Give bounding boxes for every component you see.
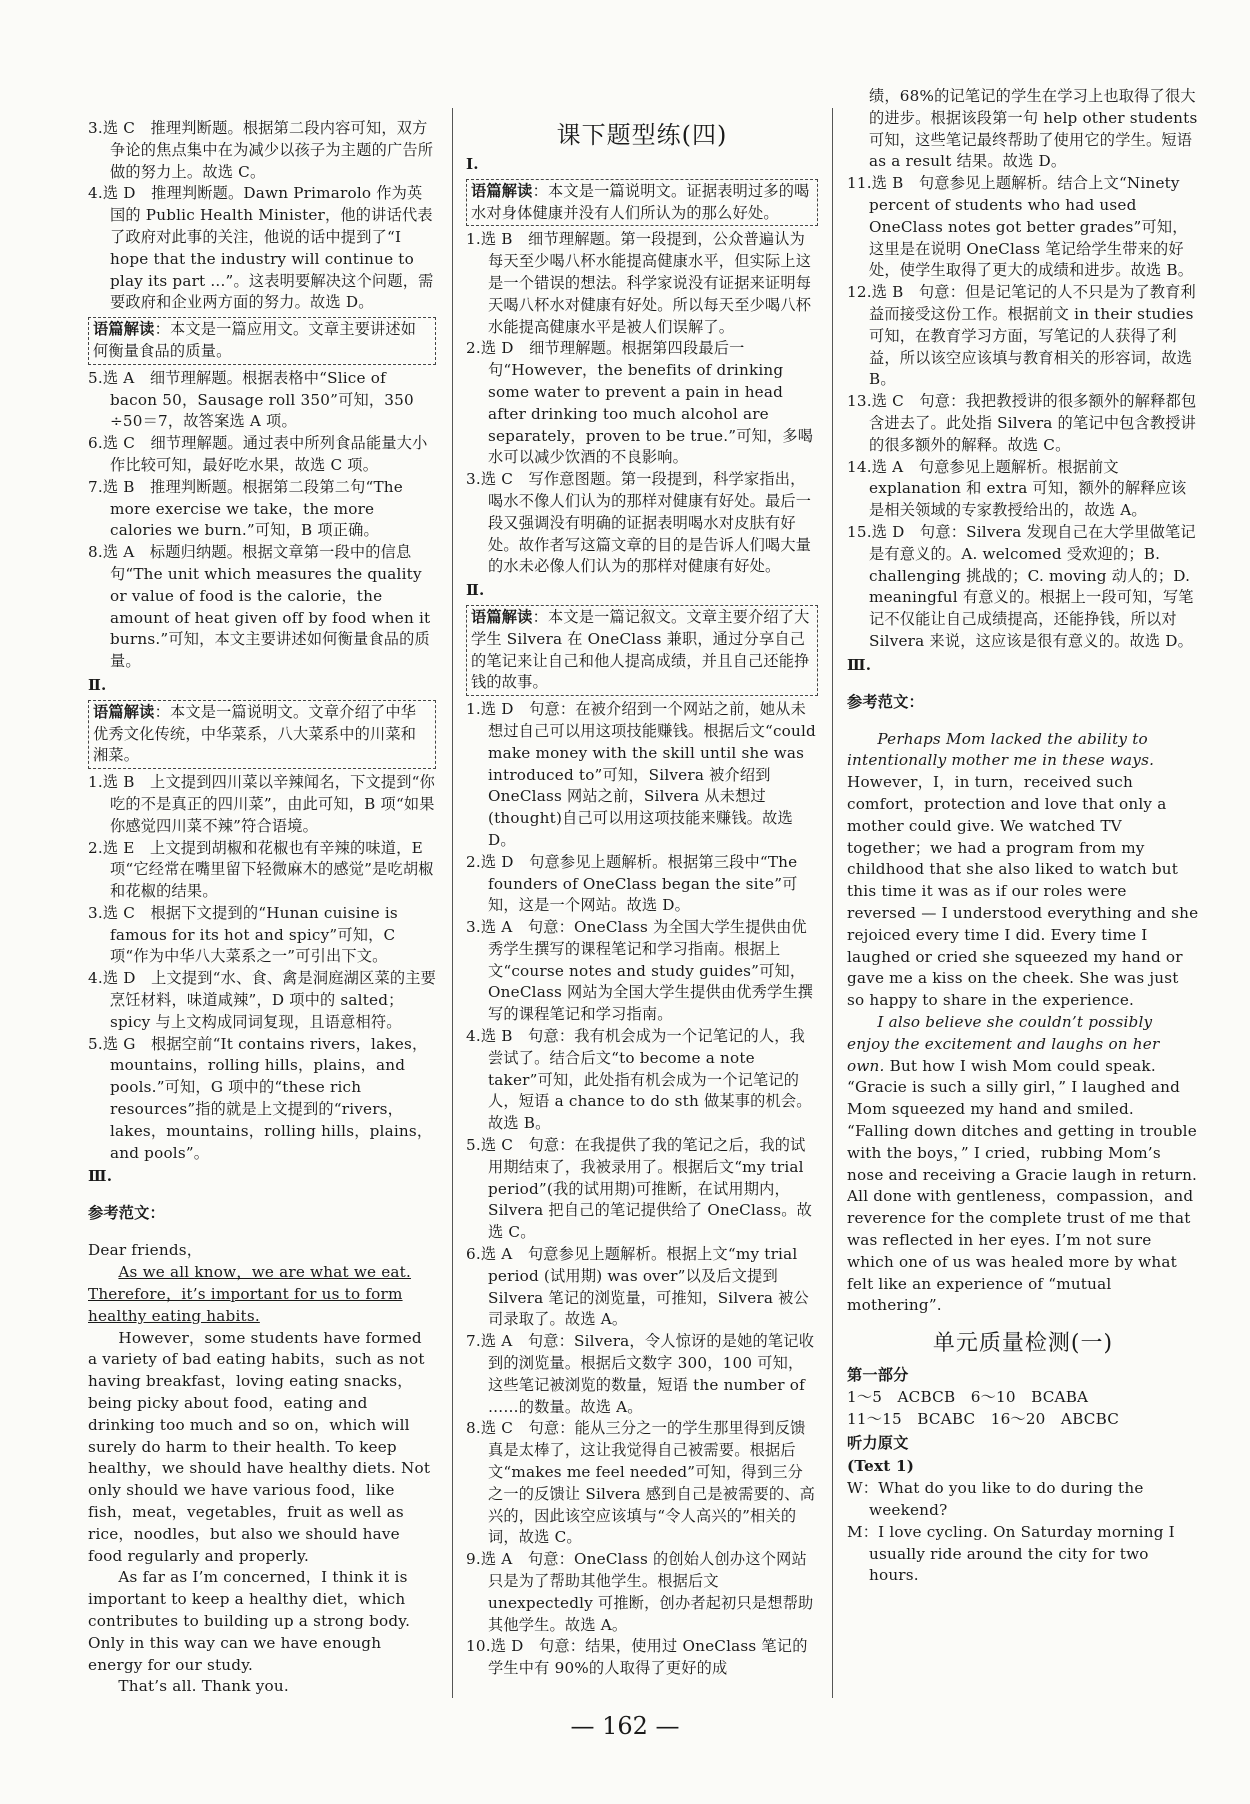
part-heading: 第一部分: [847, 1366, 909, 1385]
answer-key-line: 1～5 ACBCB 6～10 BCABA: [847, 1388, 1089, 1406]
letter-paragraph: [88, 1262, 436, 1327]
essay-paragraph: [847, 729, 1199, 1012]
underlined-sentence: Therefore，it’s important for us to form healthy eating habits.: [88, 1285, 403, 1325]
answer-item: 3.选 C 推理判断题。根据第二段内容可知，双方争论的焦点集中在为减少以孩子为主题的广告所做的努力上。故选 C。: [88, 119, 434, 181]
answer-key-line: 11～15 BCABC 16～20 ABCBC: [847, 1409, 1120, 1428]
answer-item: 4.选 D 上文提到“水、食、禽是洞庭湖区菜的主要烹饪材料，味道咸辣”，D 项中的 salted；spicy 与上文构成同词复现，且语意相符。: [88, 969, 437, 1031]
answer-item: 2.选 D 细节理解题。根据第四段最后一句“However，the benefits of drinking some water to prevent a pain in head after drinking too much alcohol are separately，proven to be true.”可知，多喝水可以减少饮酒的不良影响。: [466, 339, 814, 467]
reference-label: 参考范文：: [88, 1204, 165, 1223]
answer-item: 15.选 D 句意：Silvera 发现自己在大学里做笔记是有意义的。A. welcomed 受欢迎的；B. challenging 挑战的；C. moving 动人的；D. meaningful 有意义的。根据上一段可知，写笔记不仅能让自己成绩提高，还能挣钱，所以对 Silvera 来说，这应该是很有意义的。故选 D。: [847, 522, 1196, 650]
letter-greeting: Dear friends，: [88, 1241, 203, 1260]
answer-item: 10.选 D 句意：结果，使用过 OneClass 笔记的学生中有 90%的人取得了更好的成: [466, 1637, 808, 1678]
passage-note-label: 语篇解读: [93, 320, 155, 339]
section-heading: Ⅲ.: [88, 1167, 113, 1186]
underlined-sentence: As we all know，we are what we eat.: [118, 1263, 412, 1282]
answer-item: 6.选 C 细节理解题。通过表中所列食品能量大小作比较可知，最好吃水果，故选 C 项。: [88, 434, 428, 474]
answer-item: 2.选 E 上文提到胡椒和花椒也有辛辣的味道，E 项“它经常在嘴里留下轻微麻木的感觉”是吃胡椒和花椒的结果。: [88, 838, 434, 901]
answer-item: 5.选 G 根据空前“It contains rivers，lakes，mountains，rolling hills，plains，and pools.”可知，G 项中的“these rich resources”指的就是上文提到的“rivers，lakes，mountains，rolling hills，plains，and pools”。: [88, 1034, 433, 1162]
answer-item: 8.选 A 标题归纳题。根据文章第一段中的信息句“The unit which measures the quality or value of food is the calorie，the amount of heat given off by food when it burns.”可知，本文主要讲述如何衡量食品的质量。: [88, 543, 431, 671]
given-sentence: I also believe she couldn’t possibly enjoy the excitement and laughs on her own.: [847, 1013, 1160, 1075]
essay-text: However，I，in turn，received such comfort，protection and love that only a mother could give. We watched TV together；we had a program from my childhood that she also liked to watch but this time it was as if our roles were reversed — I understood everything and she rejoiced every time I did. Every time I laughed or cried she squeezed my hand or gave me a kiss on the cheek. She was just so happy to share in the experience.: [847, 773, 1199, 1010]
passage-note-box: [88, 317, 436, 365]
answer-item: 4.选 B 句意：我有机会成为一个记笔记的人，我尝试了。结合后文“to become a note taker”可知，此处指有机会成为一个记笔记的人，短语 a chance to do sth 做某事的机会。故选 B。: [466, 1027, 812, 1133]
section-heading: Ⅱ.: [466, 581, 485, 600]
letter-paragraph: However，some students have formed a variety of bad eating habits，such as not having breakfast，loving eating snacks，being picky about food，eating and drinking too much and so on，which will surely do harm to their health. To keep healthy，we should have healthy diets. Not only should we have various food，like fish，meat，vegetables，fruit as well as rice，noodles，but also we should have food regularly and properly.: [88, 1328, 431, 1565]
answer-item: 3.选 C 根据下文提到的“Hunan cuisine is famous for its hot and spicy”可知，C 项“作为中华八大菜系之一”可引出下文。: [88, 903, 398, 966]
answer-item: 9.选 A 句意：OneClass 的创始人创办这个网站只是为了帮助其他学生。根据后文 unexpectedly 可推断，创办者起初只是想帮助其他学生。故选 A。: [466, 1550, 814, 1634]
answer-item: 13.选 C 句意：我把教授讲的很多额外的解释都包含进去了。此处指 Silvera 的笔记中包含教授讲的很多额外的解释。故选 C。: [847, 392, 1197, 454]
answer-item: 7.选 B 推理判断题。根据第二段第二句“The more exercise we take，the more calories we burn.”可知，B 项正确。: [88, 477, 403, 540]
section-heading: Ⅰ.: [466, 155, 479, 173]
dialogue-line: W：What do you like to do during the weekend?: [847, 1479, 1144, 1519]
answer-item: 14.选 A 句意参见上题解析。根据前文 explanation 和 extra 可知，额外的解释应该是相关领域的专家教授给出的，故选 A。: [847, 457, 1187, 520]
answer-item: 1.选 B 细节理解题。第一段提到，公众普遍认为每天至少喝八杯水能提高健康水平，但实际上这是一个错误的想法。科学家说没有证据来证明每天喝八杯水对健康有好处。所以每天至少喝八杯水能提高健康水平是被人们误解了。: [466, 230, 812, 336]
answer-item: 绩，68%的记笔记的学生在学习上也取得了很大的进步。根据该段第一句 help other students 可知，这些笔记最终帮助了使用它的学生。短语 as a result 结果。故选 D。: [869, 87, 1198, 171]
answer-item: 2.选 D 句意参见上题解析。根据第三段中“The founders of OneClass began the site”可知，这是一个网站。故选 D。: [466, 852, 798, 915]
essay-paragraph: [847, 1012, 1199, 1317]
answer-item: 5.选 C 句意：在我提供了我的笔记之后，我的试用期结束了，我被录用了。根据后文“my trial period”(我的试用期)可推断，在试用期内，Silvera 把自己的笔记提供给了 OneClass。故选 C。: [466, 1136, 813, 1242]
answer-item: 11.选 B 句意参见上题解析。结合上文“Ninety percent of students who had used OneClass notes got better grades”可知，这里是在说明 OneClass 笔记给学生带来的好处，使学生取得了更大的成绩和进步。故选 B。: [847, 174, 1194, 280]
dialogue-line: M：I love cycling. On Saturday morning I usually ride around the city for two hours.: [847, 1522, 1175, 1585]
passage-note-text: ：本文是一篇应用文。文章主要讲述如何衡量食品的质量。: [93, 320, 417, 360]
passage-note-text: ：本文是一篇说明文。证据表明过多的喝水对身体健康并没有人们所认为的那么好处。: [471, 181, 810, 222]
page-number: — 162 —: [570, 1712, 680, 1740]
column-divider: [832, 108, 833, 1698]
passage-note-text: ：本文是一篇说明文。文章介绍了中华优秀文化传统，中华菜系，八大菜系中的川菜和湘菜。: [93, 702, 417, 765]
answer-item: 1.选 D 句意：在被介绍到一个网站之前，她从未想过自己可以用这项技能赚钱。根据后文“could make money with the skill until she was introduced to”可知，Silvera 被介绍到 OneClass 网站之前，Silvera 从未想过(thought)自己可以用这项技能来赚钱。故选 D。: [466, 700, 816, 849]
middle-column: [466, 118, 818, 1680]
passage-note-box: [466, 179, 818, 227]
passage-note-box: [88, 700, 436, 769]
section-heading: Ⅱ.: [88, 675, 107, 694]
answer-item: 8.选 C 句意：能从三分之一的学生那里得到反馈真是太棒了，这让我觉得自己被需要。根据后文“makes me feel needed”可知，得到三分之一的反馈让 Silvera 感到自己是被需要的、高兴的，因此该空应该填与“令人高兴的”相关的词，故选 C。: [466, 1419, 816, 1547]
passage-note-box: [466, 605, 818, 696]
letter-closing: That’s all. Thank you.: [118, 1677, 289, 1696]
passage-note-text: ：本文是一篇记叙文。文章主要介绍了大学生 Silvera 在 OneClass 兼职，通过分享自己的笔记来让自己和他人提高成绩，并且自己还能挣钱的故事。: [471, 607, 810, 692]
answer-item: 6.选 A 句意参见上题解析。根据上文“my trial period (试用期) was over”以及后文提到 Silvera 笔记的浏览量，可推知，Silvera 被公司录取了。故选 A。: [466, 1245, 809, 1329]
answer-item: 7.选 A 句意：Silvera，令人惊讶的是她的笔记收到的浏览量。根据后文数字 300，100 可知，这些笔记被浏览的数量，短语 the number of ……的数量。故选 A。: [466, 1332, 815, 1416]
answer-item: 1.选 B 上文提到四川菜以辛辣闻名，下文提到“你吃的不是真正的四川菜”，由此可知，B 项“如果你感觉四川菜不辣”符合语境。: [88, 773, 435, 835]
passage-note-label: 语篇解读: [93, 702, 155, 721]
section-title: 单元质量检测(一): [932, 1331, 1114, 1357]
left-column: [88, 118, 436, 1698]
section-title: 课下题型练(四): [556, 121, 728, 149]
answer-item: 3.选 A 句意：OneClass 为全国大学生提供由优秀学生撰写的课程笔记和学习指南。根据上文“course notes and study guides”可知，OneClass 网站为全国大学生提供由优秀学生撰写的课程笔记和学习指南。: [466, 918, 814, 1024]
column-divider: [452, 108, 453, 1698]
passage-note-label: 语篇解读: [471, 607, 533, 626]
given-sentence: Perhaps Mom lacked the ability to intentionally mother me in these ways.: [847, 729, 1155, 770]
text-label: (Text 1): [847, 1457, 915, 1476]
letter-paragraph: As far as I’m concerned，I think it is important to keep a healthy diet，which contributes to building up a strong body. Only in this way can we have enough energy for our study.: [88, 1568, 411, 1674]
answer-item: 4.选 D 推理判断题。Dawn Primarolo 作为英国的 Public Health Minister，他的讲话代表了政府对此事的关注，他说的话中提到了“I hope that the industry will continue to play its part ...”。这表明要解决这个问题，需要政府和企业两方面的努力。故选 D。: [88, 184, 434, 312]
section-heading: Ⅲ.: [847, 655, 872, 674]
passage-note-label: 语篇解读: [471, 181, 533, 200]
listening-heading: 听力原文: [847, 1433, 909, 1452]
answer-item: 5.选 A 细节理解题。根据表格中“Slice of bacon 50，Sausage roll 350”可知，350 ÷50＝7，故答案选 A 项。: [88, 368, 414, 431]
answer-item: 3.选 C 写作意图题。第一段提到，科学家指出，喝水不像人们认为的那样对健康有好处。最后一段又强调没有明确的证据表明喝水对皮肤有好处。故作者写这篇文章的目的是告诉人们喝大量的水未必像人们认为的那样对健康有好处。: [466, 470, 812, 576]
answer-item: 12.选 B 句意：但是记笔记的人不只是为了教育利益而接受这份工作。根据前文 in their studies 可知，在教育学习方面，写笔记的人获得了利益，所以该空应该填与教育相关的形容词，故选 B。: [847, 283, 1196, 389]
essay-text: But how I wish Mom could speak. “Gracie is such a silly girl，” I laughed and Mom squeezed my hand and smiled. “Falling down ditches and getting in trouble with the boys，” I cried，rubbing Mom’s nose and receiving a Gracie laugh in return. All done with gentleness，compassion，and reverence for the complete trust of me that was reflected in her eyes. I’m not sure which one of us was healed more by what felt like an experience of “mutual mothering”.: [847, 1056, 1198, 1315]
right-column: [847, 86, 1199, 1587]
reference-label: 参考范文：: [847, 692, 924, 711]
